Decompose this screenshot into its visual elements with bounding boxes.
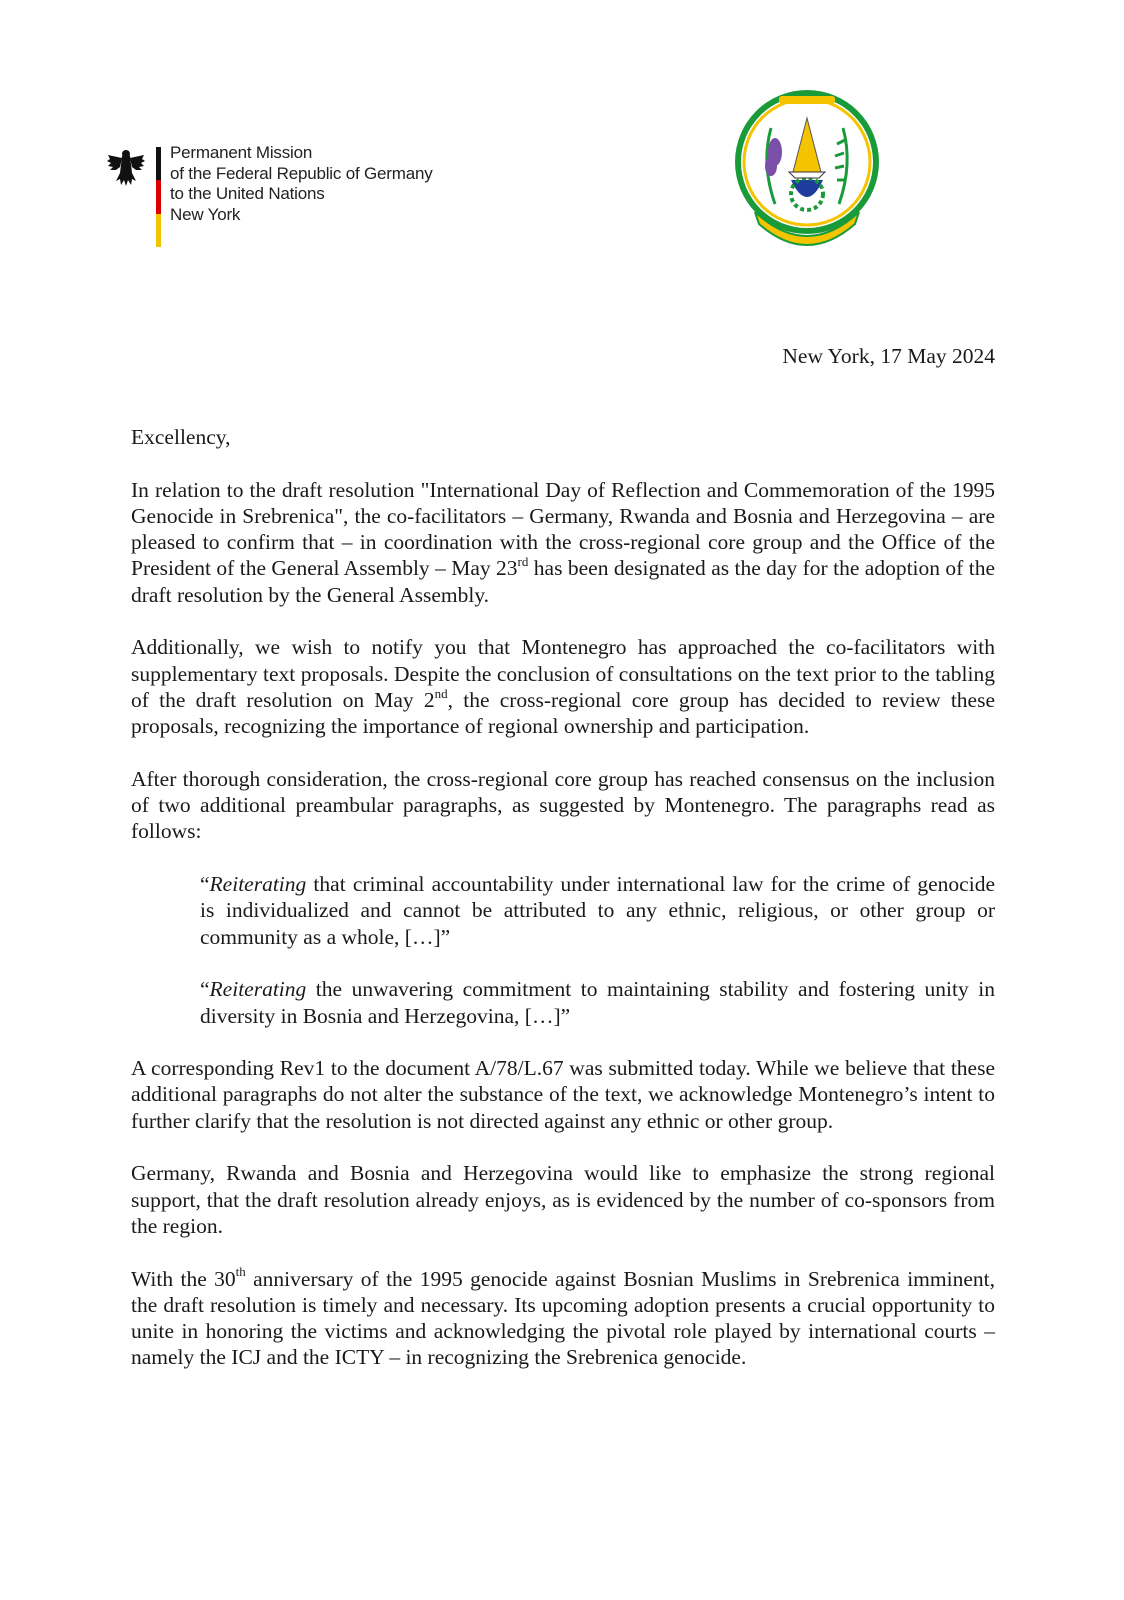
paragraph-2: Additionally, we wish to notify you that Montenegro has approached the co-facilitators with supplementary text proposals. Despite the conclusion of consultations on the text prior to the tabling of the draft resolution on May 2nd, the cross-regional core group has decided to review these proposals, recognizing the importance of regional ownership and participation.	[131, 635, 995, 739]
paragraph-1: In relation to the draft resolution "International Day of Reflection and Commemoration of the 1995 Genocide in Srebrenica", the co-facilitators – Germany, Rwanda and Bosnia and Herzegovina – are pleased to confirm that – in coordination with the cross-regional core group and the Office of the President of the General Assembly – May 23rd has been designated as the day for the adoption of the draft resolution by the General Assembly.	[131, 477, 996, 607]
mission-line: to the United Nations	[170, 184, 325, 203]
letter-date: New York, 17 May 2024	[782, 344, 995, 368]
mission-line: New York	[170, 204, 241, 224]
german-flag-bar	[156, 147, 161, 247]
paragraph-4: A corresponding Rev1 to the document A/78/L.67 was submitted today. While we believe that these additional paragraphs do not alter the substance of the text, we acknowledge Montenegro’s intent to further clarify that the resolution is not directed against any ethnic or other group.	[131, 1056, 995, 1133]
german-mission-letterhead	[106, 143, 486, 253]
quoted-paragraph-1: “Reiterating that criminal accountability under international law for the crime of genocide is individualized and cannot be attributed to any ethnic, religious, or other group or community as a whole, […]”	[200, 872, 995, 949]
paragraph-5: Germany, Rwanda and Bosnia and Herzegovina would like to emphasize the strong regional support, that the draft resolution already enjoys, as is evidenced by the number of co-sponsors from the region.	[131, 1161, 995, 1238]
mission-line: Permanent Mission	[170, 143, 313, 162]
salutation: Excellency,	[131, 425, 231, 449]
mission-line: of the Federal Republic of Germany	[170, 163, 433, 183]
quoted-paragraph-2: “Reiterating the unwavering commitment to maintaining stability and fostering unity in diversity in Bosnia and Herzegovina, […]”	[200, 977, 995, 1028]
federal-eagle-icon	[106, 147, 146, 189]
rwanda-coat-of-arms-icon	[731, 84, 883, 254]
paragraph-3: After thorough consideration, the cross-regional core group has reached consensus on the inclusion of two additional preambular paragraphs, as suggested by Montenegro. The paragraphs read as follows:	[131, 766, 995, 844]
paragraph-6: With the 30th anniversary of the 1995 genocide against Bosnian Muslims in Srebrenica imminent, the draft resolution is timely and necessary. Its upcoming adoption presents a crucial opportunity to unite in honoring the victims and acknowledging the pivotal role played by international courts – namely the ICJ and the ICTY – in recognizing the Srebrenica genocide.	[131, 1264, 995, 1370]
letter-body	[131, 424, 995, 1397]
mission-address	[170, 143, 433, 225]
